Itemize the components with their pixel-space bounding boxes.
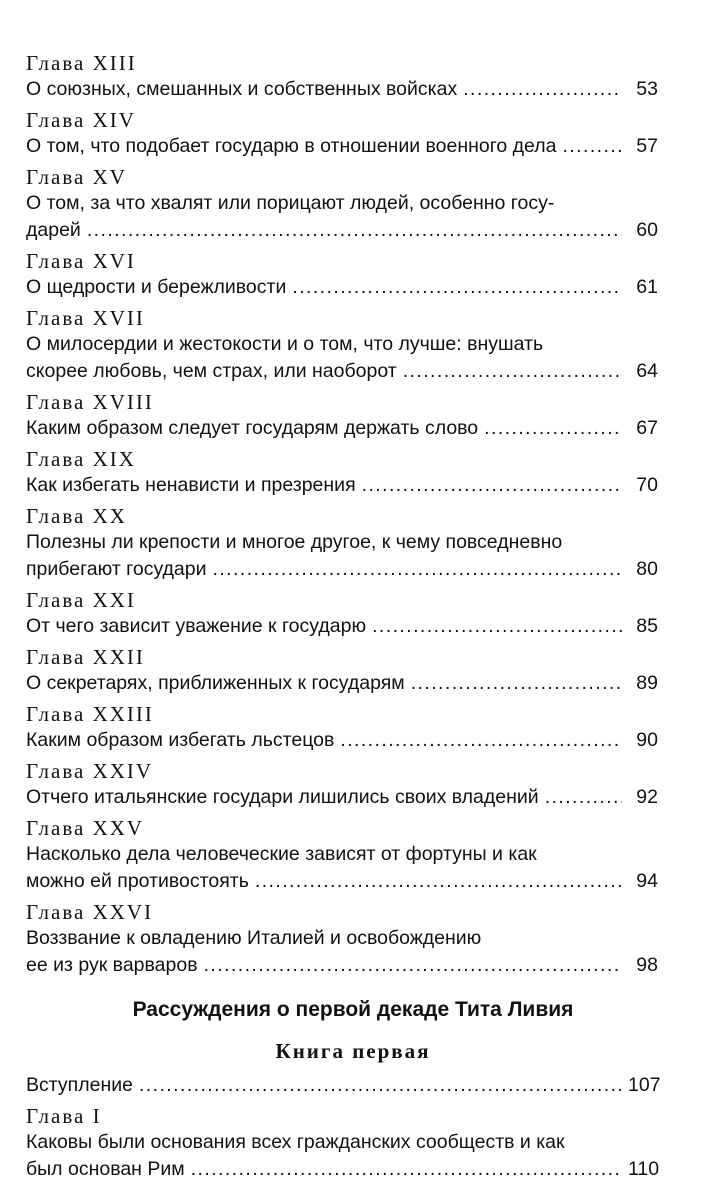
page-number: 60 — [636, 219, 658, 241]
toc-entry[interactable] — [26, 305, 658, 385]
page-number: 98 — [636, 954, 658, 976]
toc-entry[interactable] — [26, 758, 658, 811]
dot-leader — [545, 784, 622, 811]
entry-leader-line — [26, 670, 658, 697]
entry-leader-line — [26, 415, 658, 442]
entry-leader-line — [26, 868, 658, 895]
dot-leader — [340, 727, 622, 754]
toc-entry[interactable] — [26, 389, 658, 442]
entry-leader-line — [26, 76, 658, 103]
toc-entry[interactable] — [26, 446, 658, 499]
dot-leader — [411, 670, 622, 697]
dot-leader — [292, 274, 622, 301]
entry-title-line: Каковы были основания всех гражданских сообществ и как — [26, 1131, 565, 1153]
dot-leader — [87, 217, 622, 244]
entry-title: Каким образом избегать льстецов — [26, 729, 335, 751]
page-number: 110 — [628, 1158, 660, 1180]
entry-title: О щедрости и бережливости — [26, 276, 287, 298]
chapter-label: Глава XVI — [26, 249, 136, 273]
toc-entry[interactable] — [26, 248, 658, 301]
toc-entry[interactable] — [26, 1072, 661, 1099]
entry-leader-line — [26, 274, 658, 301]
dot-leader — [484, 415, 622, 442]
toc-list — [26, 50, 658, 983]
toc-entry[interactable] — [26, 164, 658, 244]
toc-entry[interactable] — [26, 50, 658, 103]
book-title: Книга первая — [275, 1039, 431, 1063]
entry-title: О том, что подобает государю в отношении военного дела — [26, 135, 557, 157]
toc-entry[interactable] — [26, 503, 658, 583]
entry-leader-line — [26, 358, 658, 385]
dot-leader — [403, 358, 622, 385]
chapter-label: Глава XXIII — [26, 702, 154, 726]
chapter-label: Глава XXII — [26, 645, 145, 669]
entry-leader-line — [26, 784, 658, 811]
page-number: 64 — [636, 360, 658, 382]
dot-leader — [463, 76, 622, 103]
entry-leader-line — [26, 1072, 661, 1099]
chapter-label: Глава XXV — [26, 816, 145, 840]
page-number: 53 — [636, 78, 658, 100]
toc-entry[interactable] — [26, 701, 658, 754]
chapter-label: Глава XIV — [26, 108, 136, 132]
entry-title: можно ей противостоять — [26, 870, 249, 892]
entry-leader-line — [26, 727, 658, 754]
entry-title: прибегают государи — [26, 558, 207, 580]
chapter-label: Глава XV — [26, 165, 127, 189]
toc-entry[interactable] — [26, 644, 658, 697]
entry-title: был основан Рим — [26, 1158, 185, 1180]
entry-title-line: Полезны ли крепости и многое другое, к чему повседневно — [26, 531, 563, 553]
toc-entry[interactable] — [26, 587, 658, 640]
page-number: 92 — [636, 786, 658, 808]
entry-title: Вступление — [26, 1074, 133, 1096]
chapter-label: Глава XX — [26, 504, 127, 528]
entry-title: дарей — [26, 219, 81, 241]
dot-leader — [191, 1156, 622, 1183]
page-number: 61 — [636, 276, 658, 298]
page-number: 70 — [636, 474, 658, 496]
entry-title-line: О милосердии и жестокости и о том, что лучше: внушать — [26, 333, 544, 355]
entry-title: Каким образом следует государям держать слово — [26, 417, 479, 439]
chapter-label: Глава XVII — [26, 306, 145, 330]
page-number: 85 — [636, 615, 658, 637]
page-number: 94 — [636, 870, 658, 892]
entry-title-line: О том, за что хвалят или порицают людей, особенно госу- — [26, 192, 555, 214]
page-number: 89 — [636, 672, 658, 694]
toc-list-2 — [26, 1072, 661, 1187]
entry-leader-line — [26, 556, 658, 583]
toc-entry[interactable] — [26, 899, 658, 979]
dot-leader — [372, 613, 622, 640]
toc-entry[interactable] — [26, 107, 658, 160]
page-number: 57 — [636, 135, 658, 157]
entry-leader-line — [26, 472, 658, 499]
dot-leader — [213, 556, 622, 583]
chapter-label: Глава XXI — [26, 588, 136, 612]
dot-leader — [562, 133, 622, 160]
chapter-label: Глава XXIV — [26, 759, 154, 783]
dot-leader — [204, 952, 622, 979]
entry-leader-line — [26, 217, 658, 244]
entry-leader-line — [26, 133, 658, 160]
entry-leader-line — [26, 952, 658, 979]
page-number: 80 — [636, 558, 658, 580]
entry-title: О союзных, смешанных и собственных войсках — [26, 78, 458, 100]
entry-title: Как избегать ненависти и презрения — [26, 474, 356, 496]
page-number: 107 — [628, 1074, 661, 1096]
page-number: 90 — [636, 729, 658, 751]
toc-entry[interactable] — [26, 1103, 658, 1183]
chapter-label: Глава XIII — [26, 51, 137, 75]
entry-title-line: Воззвание к овладению Италией и освобождению — [26, 927, 482, 949]
entry-title: скорее любовь, чем страх, или наоборот — [26, 360, 397, 382]
entry-leader-line — [26, 613, 658, 640]
dot-leader — [139, 1072, 622, 1099]
entry-title-line: Насколько дела человеческие зависят от фортуны и как — [26, 843, 537, 865]
toc-entry[interactable] — [26, 815, 658, 895]
section-title: Рассуждения о первой декаде Тита Ливия — [132, 998, 574, 1021]
page-number: 67 — [636, 417, 658, 439]
chapter-label: Глава XIX — [26, 447, 136, 471]
chapter-label: Глава XVIII — [26, 390, 154, 414]
entry-title: О секретарях, приближенных к государям — [26, 672, 405, 694]
entry-title: ее из рук варваров — [26, 954, 198, 976]
entry-title: От чего зависит уважение к государю — [26, 615, 367, 637]
dot-leader — [362, 472, 622, 499]
chapter-label: Глава I — [26, 1104, 102, 1128]
dot-leader — [255, 868, 622, 895]
entry-leader-line — [26, 1156, 658, 1183]
entry-title: Отчего итальянские государи лишились своих владений — [26, 786, 539, 808]
chapter-label: Глава XXVI — [26, 900, 154, 924]
